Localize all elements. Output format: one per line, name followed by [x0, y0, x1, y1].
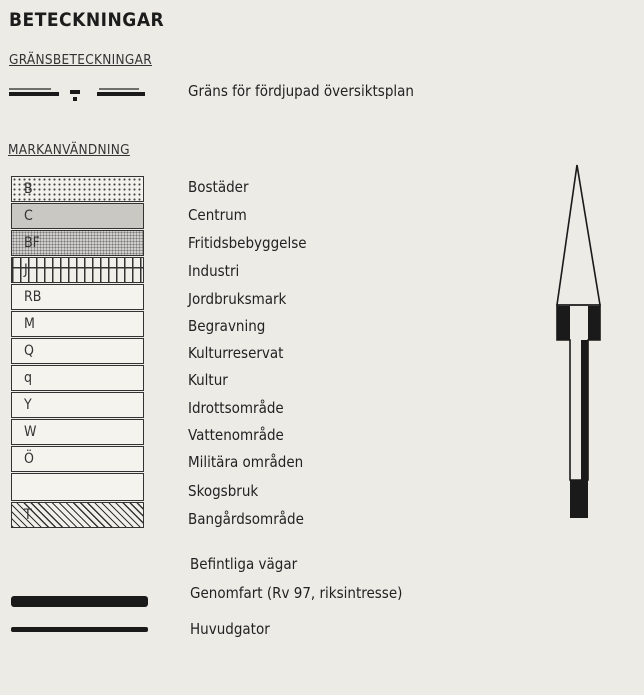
land-use-swatch-culture: [11, 365, 144, 391]
land-use-code: T: [24, 507, 32, 523]
land-use-label: Begravning: [188, 317, 266, 335]
roads-heading: Befintliga vägar: [190, 555, 298, 573]
land-use-label: Fritidsbebyggelse: [188, 234, 307, 252]
boundary-dot-symbol-small: [73, 97, 77, 101]
land-use-code: BF: [24, 235, 40, 251]
land-use-label: Bangårdsområde: [188, 510, 304, 528]
boundary-dash-symbol-thin: [9, 88, 51, 90]
road-label: Huvudgator: [190, 620, 270, 638]
land-use-swatch-railyard: [11, 502, 144, 528]
boundary-label: Gräns för fördjupad översiktsplan: [188, 82, 414, 100]
land-use-swatch-centre: [11, 203, 144, 229]
land-use-label: Kultur: [188, 371, 228, 389]
boundary-dash-symbol-2: [97, 92, 145, 96]
boundary-section-heading: GRÄNSBETECKNINGAR: [9, 52, 152, 68]
land-use-label: Centrum: [188, 206, 247, 224]
land-use-label: Militära områden: [188, 453, 304, 471]
land-use-swatch-housing: [11, 176, 144, 202]
land-use-swatch-military: [11, 446, 144, 472]
land-use-code: M: [24, 316, 35, 332]
land-use-code: Q: [24, 343, 34, 359]
land-use-code: Y: [24, 397, 32, 413]
land-use-label: Vattenområde: [188, 426, 284, 444]
land-use-swatch-forestry: [11, 473, 144, 501]
land-use-section-heading: MARKANVÄNDNING: [8, 142, 130, 158]
land-use-swatch-cultural-reserve: [11, 338, 144, 364]
north-arrow-icon: [550, 160, 620, 530]
land-use-swatch-farmland: [11, 284, 144, 310]
through-road-symbol: [11, 596, 148, 607]
land-use-swatch-leisure: [11, 230, 144, 256]
land-use-label: Kulturreservat: [188, 344, 284, 362]
land-use-code: J: [24, 262, 28, 278]
main-street-symbol: [11, 627, 148, 632]
land-use-label: Jordbruksmark: [188, 290, 287, 308]
land-use-label: Bostäder: [188, 178, 249, 196]
land-use-code: C: [24, 208, 33, 224]
boundary-dot-symbol: [70, 90, 80, 94]
land-use-label: Skogsbruk: [188, 482, 259, 500]
land-use-label: Idrottsområde: [188, 399, 284, 417]
land-use-label: Industri: [188, 262, 240, 280]
land-use-code: Ö: [24, 451, 34, 467]
land-use-code: RB: [24, 289, 42, 305]
legend-title: BETECKNINGAR: [9, 9, 165, 31]
boundary-dash-symbol-2-thin: [99, 88, 139, 90]
land-use-code: W: [24, 424, 37, 440]
land-use-swatch-industry: [11, 257, 144, 283]
land-use-code: q: [24, 370, 32, 386]
land-use-swatch-burial: [11, 311, 144, 337]
land-use-swatch-sports: [11, 392, 144, 418]
land-use-code: B: [24, 181, 33, 197]
road-label: Genomfart (Rv 97, riksintresse): [190, 584, 403, 602]
land-use-swatch-water: [11, 419, 144, 445]
boundary-dash-symbol: [9, 92, 59, 96]
